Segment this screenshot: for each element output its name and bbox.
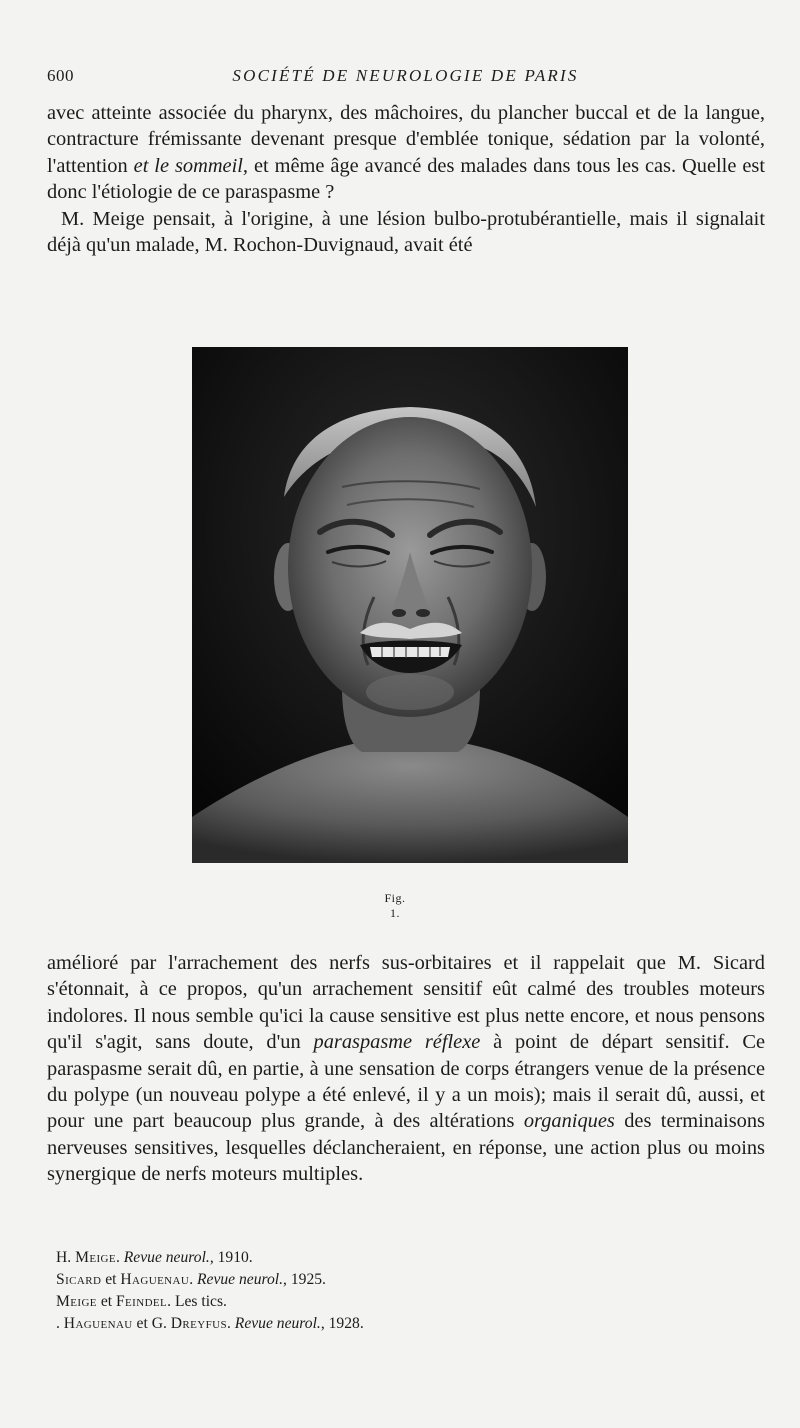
paragraph — [47, 206, 765, 259]
author-name: Sicard — [56, 1271, 102, 1288]
italic-text: et le sommeil, — [133, 154, 249, 177]
text-run: avec atteinte associée du pharynx, des mâchoires, du plancher buccal et de la langue, contracture frémissante devenant presque d'emblée tonique, sédation par la volonté, l'attention — [47, 102, 765, 177]
text-run: et — [101, 1271, 121, 1288]
author-name: Dreyfus — [170, 1315, 227, 1332]
text-run: et même âge avancé des malades dans tous les cas. Quelle est donc l'étiologie de ce paraspasme ? — [47, 154, 765, 204]
paragraph — [47, 100, 765, 206]
author-name: Meige — [56, 1293, 97, 1310]
journal-title: SOCIÉTÉ DE NEUROLOGIE DE PARIS — [232, 66, 579, 85]
body-text-top — [47, 100, 765, 258]
author-name: Haguenau — [120, 1271, 190, 1288]
text-run: des terminaisons nerveuses sensitives, lesquelles déclancheraient, en réponse, une action plus ou moins synergique de nerfs moteurs multiples. — [47, 1110, 765, 1186]
author-name: Feindel — [115, 1293, 168, 1310]
text-run: . — [227, 1315, 235, 1332]
footnote — [56, 1291, 756, 1313]
running-header — [47, 66, 764, 90]
text-run: . — [189, 1271, 198, 1288]
text-run: et — [96, 1293, 116, 1310]
text-run: , 1925. — [283, 1271, 326, 1288]
text-run: . — [115, 1249, 124, 1266]
italic-text: Revue neurol. — [123, 1249, 210, 1266]
italic-text: Revue neurol. — [197, 1271, 284, 1288]
paragraph — [47, 950, 765, 1188]
figure-caption: Fig. 1. — [384, 891, 406, 920]
text-run: . Les tics. — [167, 1293, 227, 1310]
italic-text: paraspasme réflexe — [313, 1031, 481, 1054]
text-run: , 1928. — [320, 1315, 364, 1332]
italic-text: organiques — [523, 1110, 615, 1133]
text-run: amélioré par l'arrachement des nerfs sus-orbitaires et il rappelait que M. Sicard s'étonnait, à ce propos, qu'un arrachement sensitif eût calmé des troubles moteurs indolores. Il nous semble qu'ici la cause sensitive est plus nette encore, et nous pensons qu'il s'agit, sans doute, d'un — [47, 952, 765, 1054]
patient-portrait-image — [192, 347, 628, 863]
text-run: et G. — [132, 1315, 171, 1332]
author-name: Meige — [75, 1249, 116, 1266]
author-name: Haguenau — [63, 1315, 133, 1332]
italic-text: Revue neurol. — [234, 1315, 321, 1332]
figure-photograph — [192, 347, 628, 863]
footnote — [56, 1247, 756, 1269]
footnote — [56, 1313, 756, 1335]
footnotes — [56, 1247, 756, 1335]
text-run: . — [56, 1315, 64, 1332]
body-text-bottom — [47, 950, 765, 1188]
text-run: à point de départ sensitif. Ce paraspasme serait dû, en partie, à une sensation de corps étrangers venue de la présence du polype (un nouveau polype a été enlevé, il y a un mois); mais il serait dû, aussi, et pour une part beaucoup plus grande, à des altérations — [47, 1031, 765, 1133]
text-run: H. — [56, 1249, 76, 1266]
page-number: 600 — [47, 66, 74, 85]
text-run: M. Meige pensait, à l'origine, à une lésion bulbo-protubérantielle, mais il signalait déjà qu'un malade, M. Rochon-Duvignaud, avait été — [47, 207, 765, 257]
text-run: , 1910. — [209, 1249, 253, 1266]
footnote — [56, 1269, 756, 1291]
